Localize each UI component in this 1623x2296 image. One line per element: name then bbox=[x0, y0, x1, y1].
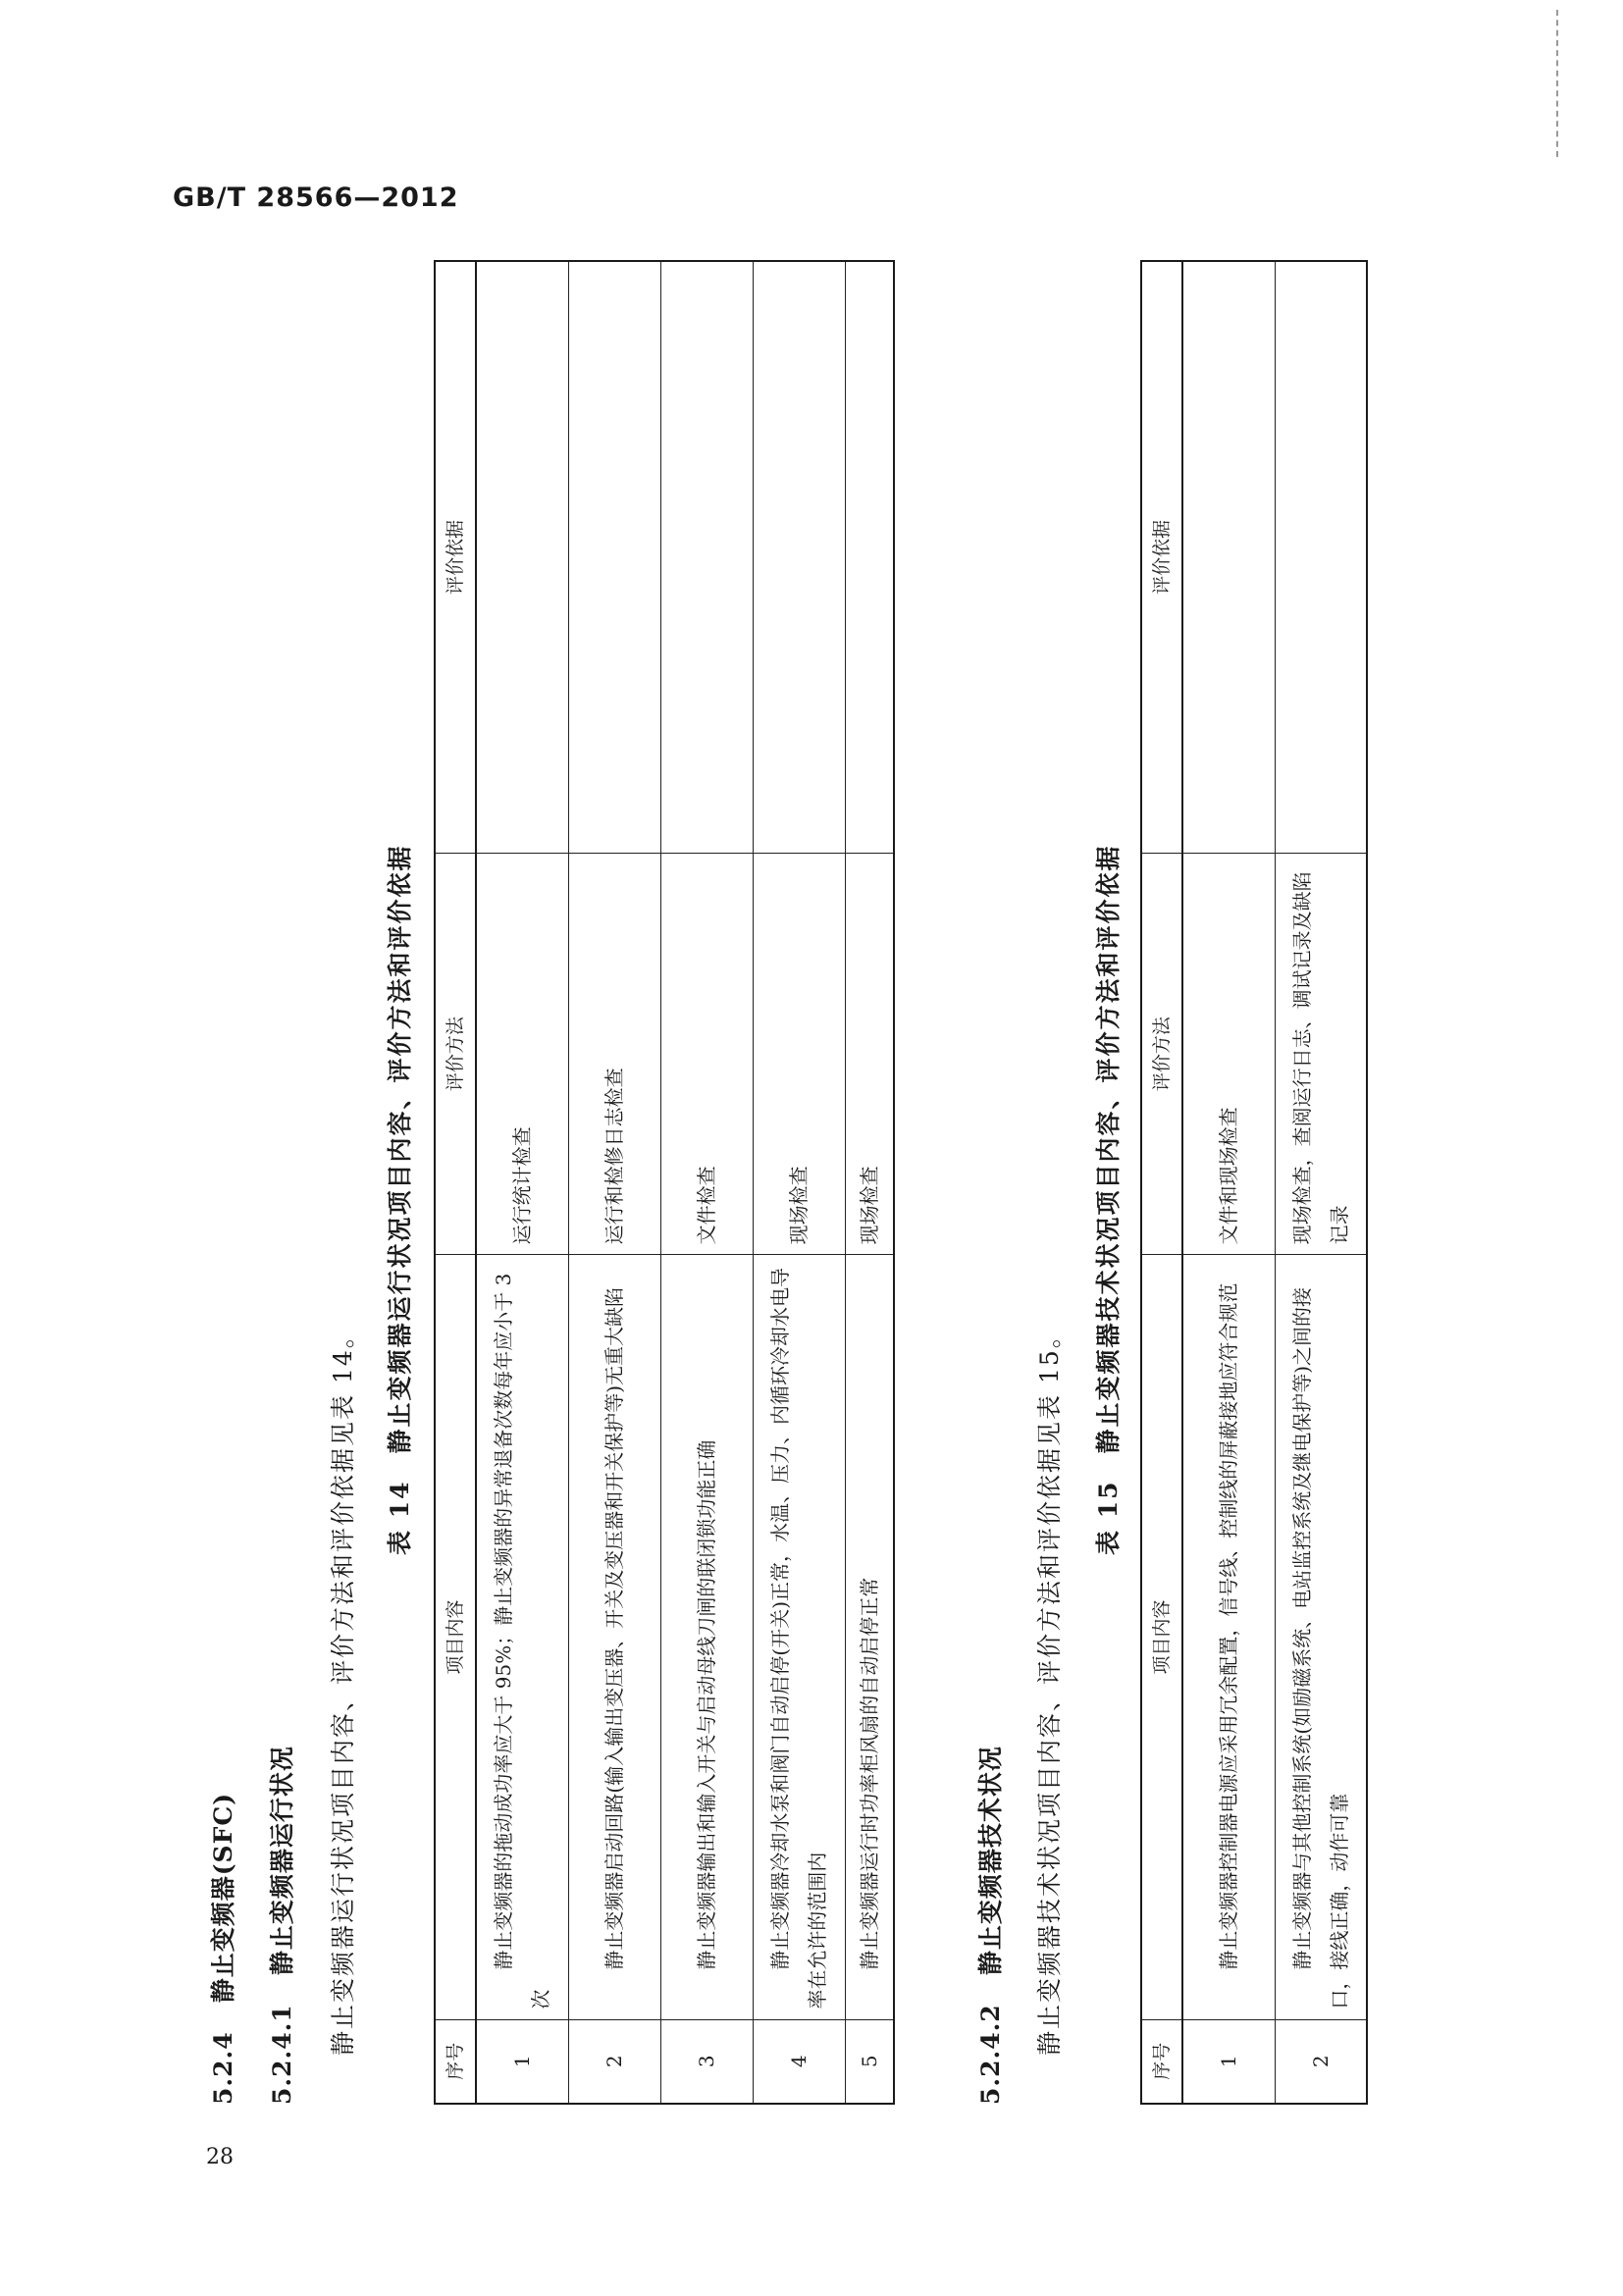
section-5-2-4-2-text: 静止变频器技术状况项目内容、评价方法和评价依据见表 15。 bbox=[1035, 1322, 1064, 2056]
cell-basis bbox=[1275, 261, 1367, 853]
cell-method: 文件检查 bbox=[660, 853, 753, 1255]
header-method: 评价方法 bbox=[1141, 853, 1182, 1255]
cell-method: 现场检查 bbox=[845, 853, 894, 1255]
cell-content: 静止变频器启动回路(输入输出变压器、开关及变压器和开关保护等)无重大缺陷 bbox=[568, 1255, 660, 2019]
cell-basis bbox=[660, 261, 753, 853]
standard-header: GB/T 28566—2012 bbox=[173, 183, 459, 213]
section-number: 5.2.4.1 bbox=[268, 2004, 296, 2105]
cell-no: 1 bbox=[1182, 2019, 1275, 2104]
section-number: 5.2.4 bbox=[209, 2031, 237, 2105]
cell-method: 文件和现场检查 bbox=[1182, 853, 1275, 1255]
section-title: 静止变频器运行状况 bbox=[268, 1746, 296, 1976]
cell-basis bbox=[568, 261, 660, 853]
header-no: 序号 bbox=[1141, 2019, 1182, 2104]
section-number: 5.2.4.2 bbox=[976, 2004, 1005, 2105]
header-method: 评价方法 bbox=[435, 853, 476, 1255]
table-row bbox=[568, 261, 660, 2104]
cell-content: 静止变频器输出和输入开关与启动母线刀闸的联闭锁功能正确 bbox=[660, 1255, 753, 2019]
table-15 bbox=[1140, 260, 1368, 2105]
table-row bbox=[660, 261, 753, 2104]
cell-method: 运行统计检查 bbox=[476, 853, 568, 1255]
cell-content: 静止变频器控制器电源应采用冗余配置，信号线、控制线的屏蔽接地应符合规范 bbox=[1182, 1255, 1275, 2019]
section-title: 静止变频器(SFC) bbox=[209, 1792, 237, 2004]
cell-basis bbox=[476, 261, 568, 853]
table-row bbox=[476, 261, 568, 2104]
header-no: 序号 bbox=[435, 2019, 476, 2104]
table-row bbox=[753, 261, 845, 2104]
cell-method: 现场检查，查阅运行日志、调试记录及缺陷记录 bbox=[1275, 853, 1367, 1255]
table-14-caption: 表 14 静止变频器运行状况项目内容、评价方法和评价依据 bbox=[386, 844, 414, 1555]
cell-content: 静止变频器冷却水泵和阀门自动启停(开关)正常，水温、压力、内循环冷却水电导率在允许的范围内 bbox=[753, 1255, 845, 2019]
section-5-2-4-1-heading bbox=[263, 1746, 298, 2105]
cell-no: 4 bbox=[753, 2019, 845, 2104]
header-content: 项目内容 bbox=[1141, 1255, 1182, 2019]
table-header-row bbox=[435, 261, 476, 2104]
cell-no: 2 bbox=[1275, 2019, 1367, 2104]
cell-basis bbox=[1182, 261, 1275, 853]
header-content: 项目内容 bbox=[435, 1255, 476, 2019]
rotated-content bbox=[186, 260, 1423, 2105]
section-5-2-4-1-text: 静止变频器运行状况项目内容、评价方法和评价依据见表 14。 bbox=[329, 1322, 357, 2056]
cell-content: 静止变频器与其他控制系统(如励磁系统、电站监控系统及继电保护等)之间的接口，接线正确，动作可靠 bbox=[1275, 1255, 1367, 2019]
cell-content: 静止变频器的拖动成功率应大于 95%；静止变频器的异常退备次数每年应小于 3 次 bbox=[476, 1255, 568, 2019]
cell-no: 2 bbox=[568, 2019, 660, 2104]
table-row bbox=[1182, 261, 1275, 2104]
table-row bbox=[845, 261, 894, 2104]
cell-no: 1 bbox=[476, 2019, 568, 2104]
header-basis: 评价依据 bbox=[1141, 261, 1182, 853]
cell-basis bbox=[753, 261, 845, 853]
table-15-caption: 表 15 静止变频器技术状况项目内容、评价方法和评价依据 bbox=[1094, 844, 1123, 1555]
cell-method: 现场检查 bbox=[753, 853, 845, 1255]
section-5-2-4-heading bbox=[204, 1793, 239, 2105]
cell-no: 3 bbox=[660, 2019, 753, 2104]
section-title: 静止变频器技术状况 bbox=[976, 1746, 1005, 1976]
cell-content: 静止变频器运行时功率柜风扇的自动启停正常 bbox=[845, 1255, 894, 2019]
cell-method: 运行和检修日志检查 bbox=[568, 853, 660, 1255]
cell-basis bbox=[845, 261, 894, 853]
section-5-2-4-2-heading bbox=[971, 1746, 1007, 2105]
page-number: 28 bbox=[206, 2145, 234, 2169]
cell-no: 5 bbox=[845, 2019, 894, 2104]
scan-edge-mark bbox=[1556, 10, 1560, 157]
table-row bbox=[1275, 261, 1367, 2104]
table-header-row bbox=[1141, 261, 1182, 2104]
header-basis: 评价依据 bbox=[435, 261, 476, 853]
table-14 bbox=[434, 260, 895, 2105]
